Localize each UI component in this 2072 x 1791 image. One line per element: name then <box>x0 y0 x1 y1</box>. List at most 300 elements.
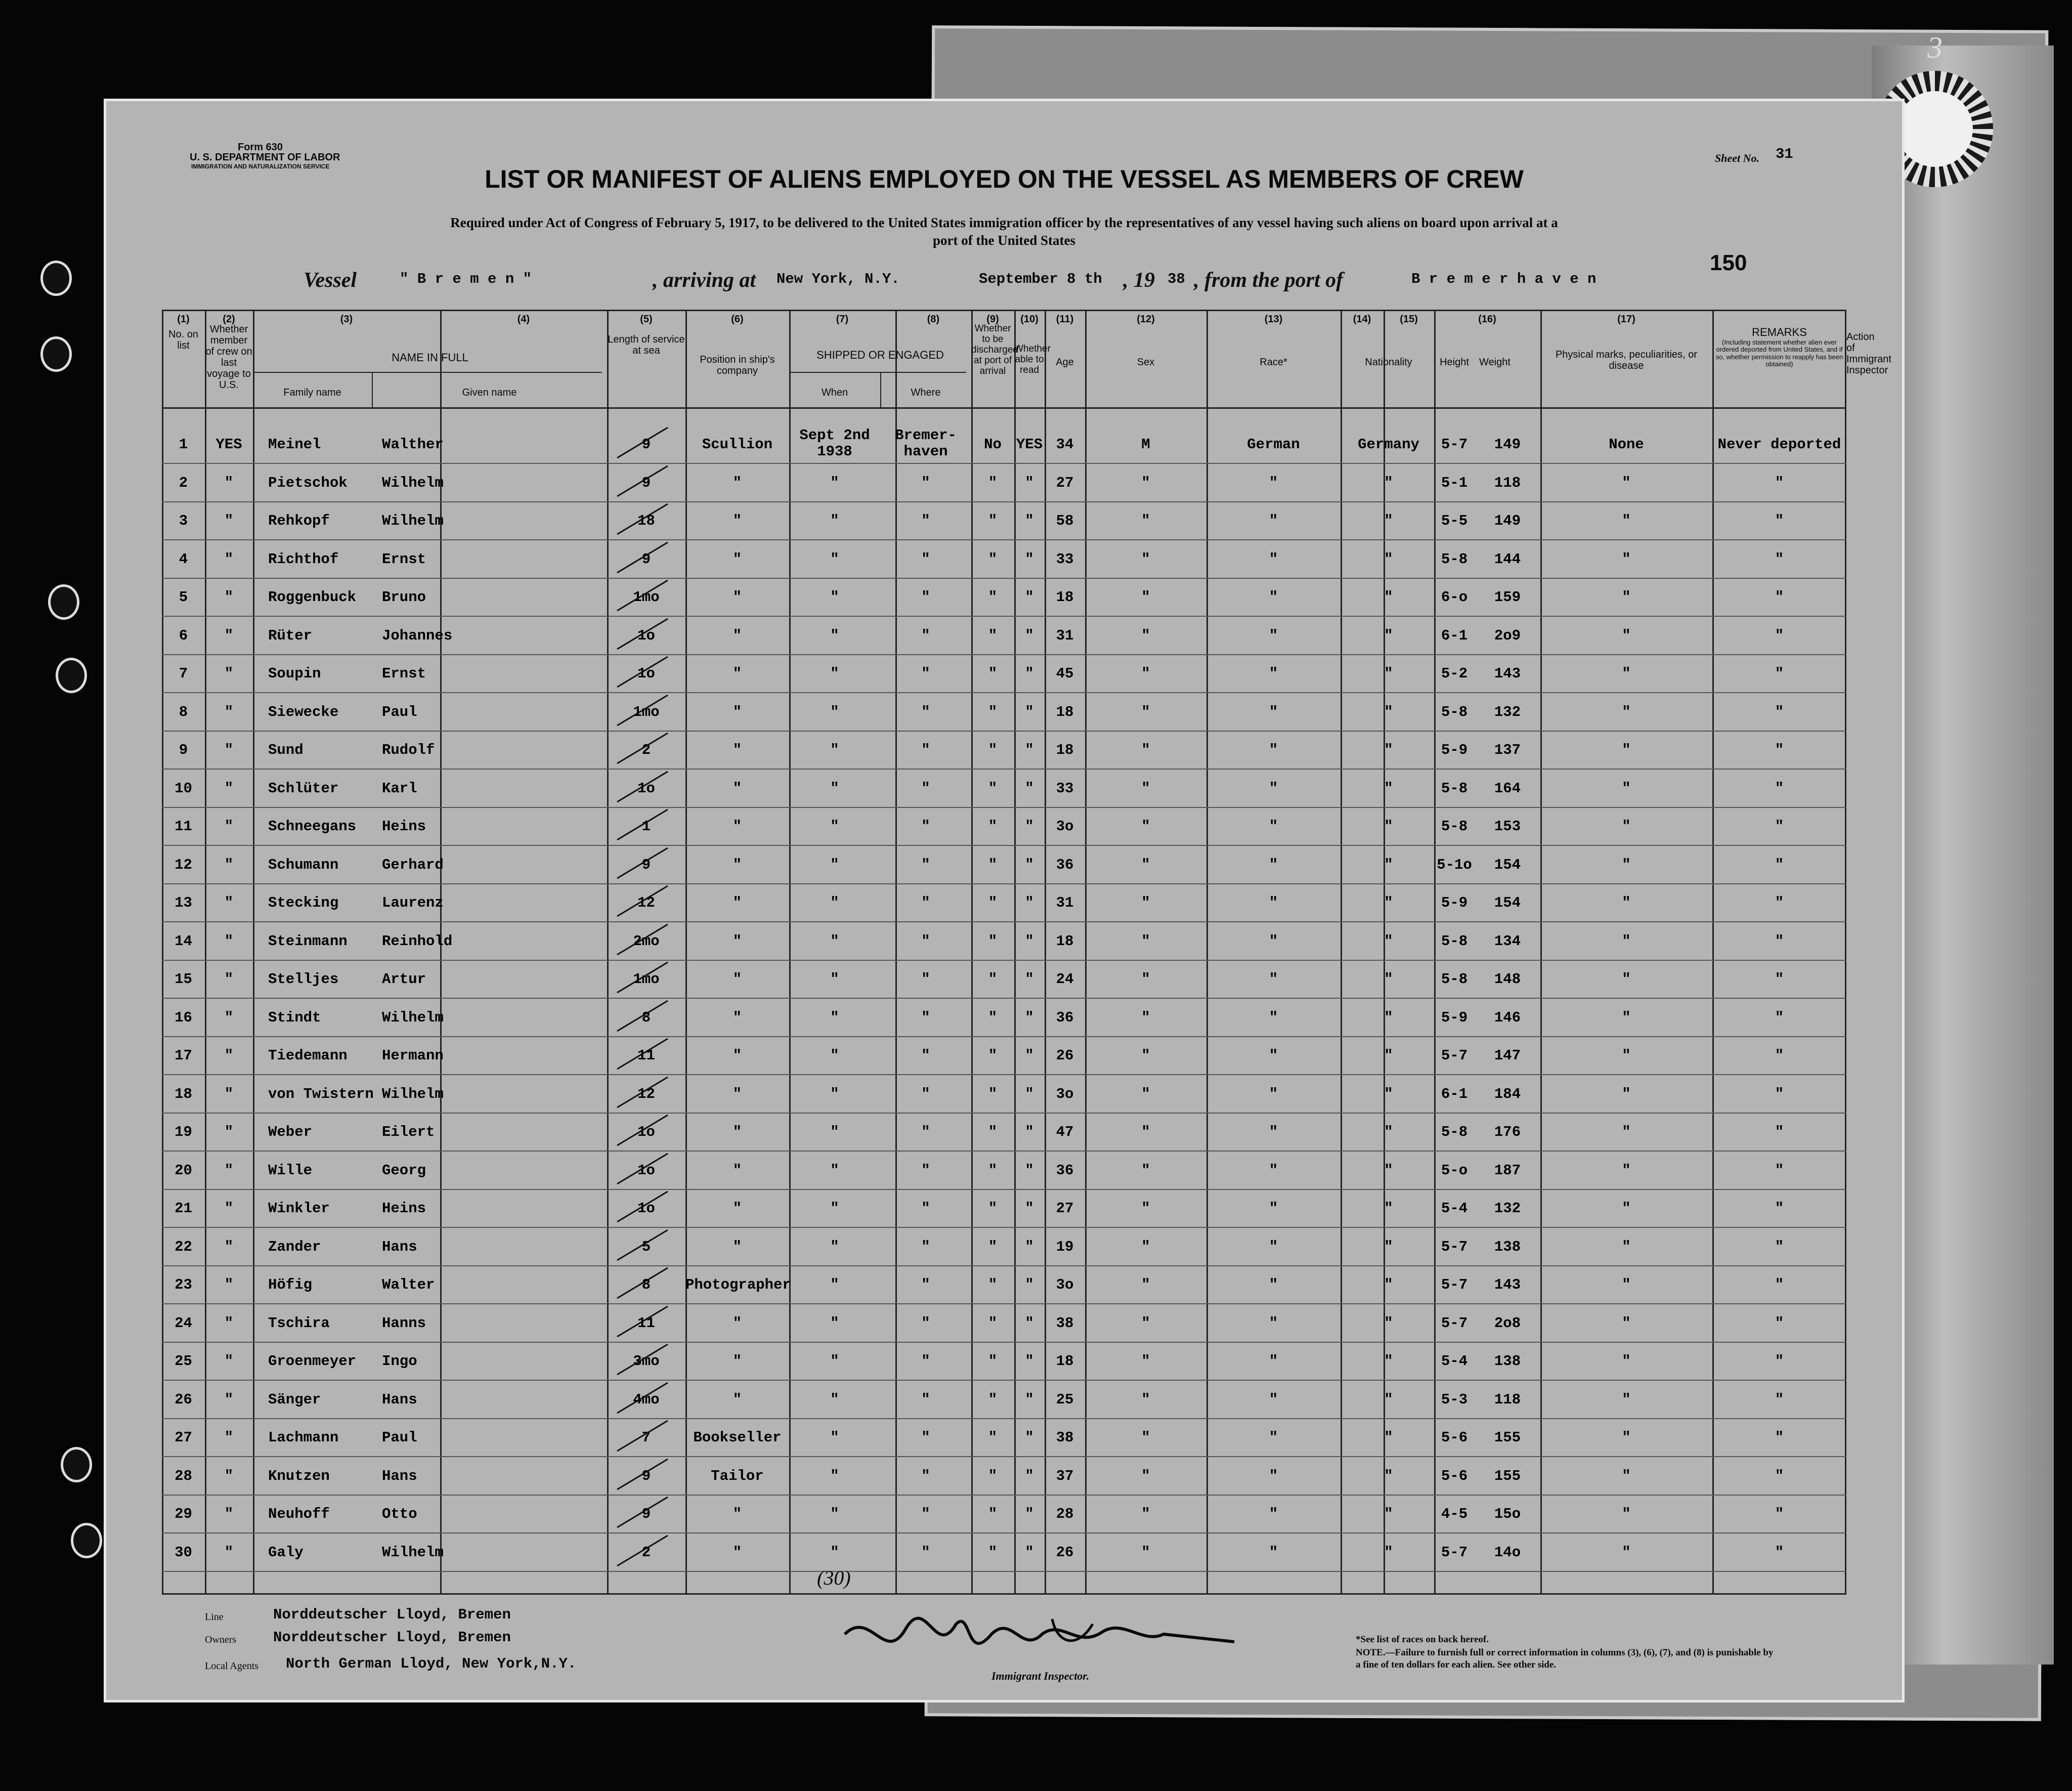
cell-where: " <box>921 1506 930 1522</box>
header-race: Race* <box>1260 357 1287 368</box>
cell-marks: " <box>1622 1314 1631 1332</box>
cell-race: " <box>1269 513 1278 529</box>
check-mark-icon <box>615 693 670 728</box>
cell-when: " <box>830 1391 839 1408</box>
cell-family: Steinmann <box>268 932 348 950</box>
cell-service: 7 <box>641 1429 651 1446</box>
cell-family: Schumann <box>268 856 339 873</box>
cell-given: Georg <box>382 1162 426 1179</box>
cell-race: " <box>1269 971 1278 988</box>
binder-hole-icon <box>56 658 87 693</box>
cell-read: " <box>1025 1124 1034 1140</box>
cell-service: 1o <box>637 780 655 797</box>
cell-position: " <box>732 550 742 568</box>
cell-nationality: " <box>1384 1544 1393 1561</box>
row-rule <box>162 1303 1846 1304</box>
cell-height: 5-9 <box>1441 742 1468 758</box>
cell-prev: " <box>224 780 234 797</box>
cell-race: " <box>1269 1276 1278 1293</box>
cell-weight: 154 <box>1494 856 1521 873</box>
cell-prev: " <box>224 856 234 873</box>
cell-weight: 138 <box>1494 1238 1521 1255</box>
cell-remarks: " <box>1775 1276 1784 1293</box>
row-rule <box>162 616 1846 617</box>
cell-height: 5-4 <box>1441 1200 1468 1217</box>
row-rule <box>162 539 1846 540</box>
cell-when: " <box>830 1353 839 1370</box>
cell-sex: " <box>1141 1047 1150 1064</box>
cell-service: 9 <box>641 856 651 873</box>
cell-height: 6-1 <box>1441 1085 1468 1102</box>
cell-family: Knutzen <box>268 1467 330 1484</box>
cell-nationality: " <box>1384 1391 1393 1408</box>
cell-no: 13 <box>175 894 192 911</box>
cell-discharged: " <box>988 932 998 950</box>
department-name: U. S. DEPARTMENT OF LABOR <box>190 152 340 163</box>
cell-nationality: " <box>1384 665 1393 682</box>
cell-weight: 15o <box>1494 1506 1521 1522</box>
cell-where: Bremer- haven <box>895 427 957 460</box>
cell-when: " <box>830 474 839 491</box>
cell-remarks: " <box>1775 818 1784 835</box>
cell-weight: 155 <box>1494 1467 1521 1484</box>
cell-weight: 148 <box>1494 971 1521 988</box>
check-mark-icon <box>615 1036 670 1072</box>
cell-no: 12 <box>175 856 192 873</box>
cell-race: " <box>1269 1085 1278 1102</box>
cell-age: 38 <box>1056 1314 1074 1332</box>
column-number-10: (10) <box>1020 314 1039 325</box>
cell-no: 24 <box>175 1314 192 1332</box>
check-mark-icon <box>615 1533 670 1568</box>
cell-prev: " <box>224 971 234 988</box>
cell-no: 23 <box>175 1276 192 1293</box>
row-rule <box>162 463 1846 464</box>
row-rule <box>162 1456 1846 1457</box>
binder-hole-icon <box>40 261 72 296</box>
cell-age: 18 <box>1056 589 1074 606</box>
cell-sex: " <box>1141 550 1150 568</box>
cell-remarks: " <box>1775 550 1784 568</box>
cell-nationality: " <box>1384 1506 1393 1522</box>
check-mark-icon <box>615 1380 670 1416</box>
cell-read: " <box>1025 1506 1034 1522</box>
cell-family: Winkler <box>268 1200 330 1217</box>
header-weight: Weight <box>1479 357 1510 368</box>
cell-read: " <box>1025 780 1034 797</box>
cell-when: " <box>830 818 839 835</box>
cell-sex: " <box>1141 703 1150 720</box>
cell-age: 24 <box>1056 971 1074 988</box>
cell-when: " <box>830 1047 839 1064</box>
cell-family: Zander <box>268 1238 321 1255</box>
cell-when: " <box>830 1085 839 1102</box>
header-remarks: REMARKS <box>1752 326 1807 338</box>
cell-weight: 176 <box>1494 1124 1521 1140</box>
cell-marks: " <box>1622 780 1631 797</box>
cell-prev: " <box>224 627 234 644</box>
cell-sex: " <box>1141 1238 1150 1255</box>
cell-marks: " <box>1622 589 1631 606</box>
cell-when: " <box>830 1162 839 1179</box>
cell-read: " <box>1025 894 1034 911</box>
cell-nationality: Germany <box>1358 436 1419 453</box>
cell-sex: " <box>1141 971 1150 988</box>
cell-remarks: " <box>1775 1047 1784 1064</box>
cell-sex: " <box>1141 1085 1150 1102</box>
cell-sex: " <box>1141 1429 1150 1446</box>
cell-position: " <box>732 1200 742 1217</box>
cell-discharged: " <box>988 513 998 529</box>
row-rule <box>162 1113 1846 1114</box>
cell-marks: " <box>1622 1429 1631 1446</box>
cell-remarks: " <box>1775 703 1784 720</box>
cell-height: 5-8 <box>1441 1124 1468 1140</box>
cell-marks: " <box>1622 665 1631 682</box>
cell-sex: " <box>1141 1544 1150 1561</box>
cell-remarks: " <box>1775 1429 1784 1446</box>
check-mark-icon <box>615 1342 670 1377</box>
column-number-2: (2) <box>223 314 235 325</box>
cell-race: " <box>1269 1200 1278 1217</box>
cell-sex: " <box>1141 1506 1150 1522</box>
row-rule <box>162 845 1846 846</box>
cell-when: " <box>830 932 839 950</box>
row-rule <box>162 1036 1846 1037</box>
cell-sex: " <box>1141 742 1150 758</box>
cell-prev: " <box>224 1314 234 1332</box>
cell-prev: YES <box>215 436 242 453</box>
cell-no: 1 <box>179 436 188 453</box>
cell-no: 7 <box>179 665 188 682</box>
cell-weight: 118 <box>1494 474 1521 491</box>
cell-remarks: " <box>1775 589 1784 606</box>
cell-given: Gerhard <box>382 856 444 873</box>
cell-position: " <box>732 1124 742 1140</box>
vessel-name: " B r e m e n " <box>400 271 532 287</box>
cell-no: 19 <box>175 1124 192 1140</box>
cell-when: " <box>830 742 839 758</box>
shipped-subheader-rule <box>789 372 966 373</box>
cell-family: Tschira <box>268 1314 330 1332</box>
cell-nationality: " <box>1384 1276 1393 1293</box>
cell-read: YES <box>1016 436 1043 453</box>
check-mark-icon <box>615 1304 670 1339</box>
cell-where: " <box>921 1124 930 1140</box>
cell-nationality: " <box>1384 550 1393 568</box>
column-number-6: (6) <box>731 314 744 325</box>
column-number-14: (14) <box>1353 314 1371 325</box>
cell-read: " <box>1025 1009 1034 1026</box>
cell-weight: 149 <box>1494 513 1521 529</box>
cell-where: " <box>921 1162 930 1179</box>
cell-weight: 118 <box>1494 1391 1521 1408</box>
cell-weight: 164 <box>1494 780 1521 797</box>
cell-prev: " <box>224 1238 234 1255</box>
binder-hole-icon <box>40 336 72 372</box>
column-number-17: (17) <box>1617 314 1635 325</box>
cell-discharged: No <box>984 436 1002 453</box>
cell-given: Hermann <box>382 1047 444 1064</box>
shipping-line: Norddeutscher Lloyd, Bremen <box>273 1606 511 1623</box>
cell-position: " <box>732 1085 742 1102</box>
local-agents: North German Lloyd, New York,N.Y. <box>286 1655 577 1672</box>
cell-prev: " <box>224 742 234 758</box>
cell-where: " <box>921 818 930 835</box>
cell-weight: 155 <box>1494 1429 1521 1446</box>
cell-age: 26 <box>1056 1047 1074 1064</box>
cell-position: " <box>732 742 742 758</box>
arrival-year: 38 <box>1168 271 1185 287</box>
row-rule <box>162 501 1846 502</box>
header-family-name: Family name <box>283 387 341 398</box>
row-rule <box>162 1495 1846 1496</box>
cell-given: Hans <box>382 1238 417 1255</box>
cell-age: 37 <box>1056 1467 1074 1484</box>
cell-race: " <box>1269 856 1278 873</box>
cell-where: " <box>921 1047 930 1064</box>
cell-prev: " <box>224 1391 234 1408</box>
row-rule <box>162 1074 1846 1075</box>
cell-remarks: " <box>1775 513 1784 529</box>
cell-given: Paul <box>382 1429 417 1446</box>
check-mark-icon <box>615 1227 670 1263</box>
cell-when: " <box>830 703 839 720</box>
cell-discharged: " <box>988 627 998 644</box>
cell-prev: " <box>224 1276 234 1293</box>
cell-sex: " <box>1141 513 1150 529</box>
arrival-date: September 8 th <box>979 271 1102 287</box>
cell-read: " <box>1025 856 1034 873</box>
check-mark-icon <box>615 845 670 881</box>
cell-position: " <box>732 818 742 835</box>
cell-race: " <box>1269 1544 1278 1561</box>
cell-age: 19 <box>1056 1238 1074 1255</box>
cell-when: " <box>830 780 839 797</box>
cell-read: " <box>1025 932 1034 950</box>
check-mark-icon <box>615 883 670 919</box>
row-rule <box>162 921 1846 922</box>
cell-where: " <box>921 1276 930 1293</box>
cell-weight: 159 <box>1494 589 1521 606</box>
cell-marks: " <box>1622 1047 1631 1064</box>
header-nationality: Nationality <box>1365 357 1412 368</box>
cell-height: 5-2 <box>1441 665 1468 682</box>
cell-sex: " <box>1141 1124 1150 1140</box>
cell-nationality: " <box>1384 1467 1393 1484</box>
cell-age: 34 <box>1056 436 1074 453</box>
cell-discharged: " <box>988 1047 998 1064</box>
cell-no: 30 <box>175 1544 192 1561</box>
cell-prev: " <box>224 894 234 911</box>
cell-when: " <box>830 1544 839 1561</box>
cell-height: 5-7 <box>1441 1314 1468 1332</box>
cell-given: Ingo <box>382 1353 417 1370</box>
cell-no: 15 <box>175 971 192 988</box>
cell-marks: " <box>1622 742 1631 758</box>
cell-family: Sund <box>268 742 304 758</box>
cell-family: Höfig <box>268 1276 313 1293</box>
cell-remarks: " <box>1775 971 1784 988</box>
cell-service: 1o <box>637 1124 655 1140</box>
cell-discharged: " <box>988 1467 998 1484</box>
cell-no: 26 <box>175 1391 192 1408</box>
cell-position: " <box>732 589 742 606</box>
cell-position: " <box>732 1238 742 1255</box>
sheet-number: 31 <box>1776 146 1793 162</box>
cell-remarks: " <box>1775 742 1784 758</box>
cell-when: " <box>830 1276 839 1293</box>
cell-marks: " <box>1622 1085 1631 1102</box>
cell-race: " <box>1269 1467 1278 1484</box>
row-rule <box>162 769 1846 770</box>
row-rule <box>162 1265 1846 1266</box>
cell-prev: " <box>224 665 234 682</box>
cell-remarks: " <box>1775 1200 1784 1217</box>
column-number-1: (1) <box>177 314 190 325</box>
cell-position: " <box>732 894 742 911</box>
cell-when: " <box>830 1200 839 1217</box>
cell-age: 33 <box>1056 780 1074 797</box>
cell-where: " <box>921 1353 930 1370</box>
cell-age: 38 <box>1056 1429 1074 1446</box>
cell-where: " <box>921 1544 930 1561</box>
check-mark-icon <box>615 807 670 842</box>
cell-when: " <box>830 1124 839 1140</box>
cell-marks: " <box>1622 703 1631 720</box>
cell-nationality: " <box>1384 1162 1393 1179</box>
cell-sex: " <box>1141 1314 1150 1332</box>
cell-where: " <box>921 742 930 758</box>
cell-position: " <box>732 856 742 873</box>
cell-given: Hans <box>382 1467 417 1484</box>
cell-no: 20 <box>175 1162 192 1179</box>
cell-height: 5-4 <box>1441 1353 1468 1370</box>
cell-when: " <box>830 1467 839 1484</box>
check-mark-icon <box>615 463 670 499</box>
cell-service: 1o <box>637 1200 655 1217</box>
column-number-4: (4) <box>517 314 530 325</box>
cell-height: 4-5 <box>1441 1506 1468 1522</box>
cell-discharged: " <box>988 1124 998 1140</box>
cell-height: 5-7 <box>1441 1238 1468 1255</box>
column-number-11: (11) <box>1056 314 1074 325</box>
cell-weight: 184 <box>1494 1085 1521 1102</box>
cell-nationality: " <box>1384 932 1393 950</box>
cell-where: " <box>921 932 930 950</box>
cell-where: " <box>921 474 930 491</box>
cell-remarks: " <box>1775 932 1784 950</box>
cell-weight: 147 <box>1494 1047 1521 1064</box>
cell-given: Paul <box>382 703 417 720</box>
column-number-3: (3) <box>340 314 353 325</box>
cell-position: " <box>732 665 742 682</box>
cell-nationality: " <box>1384 856 1393 873</box>
cell-family: Schneegans <box>268 818 357 835</box>
cell-where: " <box>921 513 930 529</box>
cell-position: " <box>732 474 742 491</box>
cell-height: 6-o <box>1441 589 1468 606</box>
cell-sex: " <box>1141 894 1150 911</box>
cell-service: 4mo <box>633 1391 660 1408</box>
cell-sex: " <box>1141 818 1150 835</box>
cell-height: 5-3 <box>1441 1391 1468 1408</box>
cell-height: 5-9 <box>1441 894 1468 911</box>
cell-no: 17 <box>175 1047 192 1064</box>
cell-given: Wilhelm <box>382 474 444 491</box>
manifest-subtitle-2: port of the United States <box>933 233 1075 248</box>
cell-age: 36 <box>1056 1009 1074 1026</box>
cell-service: 9 <box>641 474 651 491</box>
cell-prev: " <box>224 1429 234 1446</box>
cell-when: " <box>830 894 839 911</box>
cell-where: " <box>921 1429 930 1446</box>
cell-remarks: " <box>1775 627 1784 644</box>
cell-height: 5-7 <box>1441 1276 1468 1293</box>
cell-remarks: " <box>1775 856 1784 873</box>
corner-number: 3 <box>1927 31 1942 64</box>
row-rule <box>162 1380 1846 1381</box>
header-given-name: Given name <box>462 387 517 398</box>
cell-weight: 187 <box>1494 1162 1521 1179</box>
cell-nationality: " <box>1384 1429 1393 1446</box>
cell-service: 18 <box>637 513 655 529</box>
cell-given: Ernst <box>382 550 426 568</box>
cell-read: " <box>1025 1238 1034 1255</box>
cell-read: " <box>1025 1200 1034 1217</box>
cell-position: " <box>732 1162 742 1179</box>
page-stamp-number: 150 <box>1710 250 1747 275</box>
cell-marks: " <box>1622 818 1631 835</box>
cell-discharged: " <box>988 1506 998 1522</box>
cell-race: " <box>1269 627 1278 644</box>
cell-age: 18 <box>1056 703 1074 720</box>
column-number-8: (8) <box>927 314 940 325</box>
cell-discharged: " <box>988 589 998 606</box>
cell-no: 28 <box>175 1467 192 1484</box>
cell-marks: " <box>1622 550 1631 568</box>
cell-when: " <box>830 589 839 606</box>
cell-sex: " <box>1141 856 1150 873</box>
departure-port: B r e m e r h a v e n <box>1411 271 1596 287</box>
cell-race: " <box>1269 1009 1278 1026</box>
cell-when: " <box>830 971 839 988</box>
cell-remarks: " <box>1775 474 1784 491</box>
cell-sex: " <box>1141 1467 1150 1484</box>
cell-read: " <box>1025 513 1034 529</box>
check-mark-icon <box>615 654 670 690</box>
cell-height: 5-8 <box>1441 932 1468 950</box>
cell-race: " <box>1269 894 1278 911</box>
cell-discharged: " <box>988 780 998 797</box>
cell-nationality: " <box>1384 1314 1393 1332</box>
cell-age: 47 <box>1056 1124 1074 1140</box>
cell-no: 27 <box>175 1429 192 1446</box>
cell-family: Schlüter <box>268 780 339 797</box>
cell-read: " <box>1025 1314 1034 1332</box>
cell-nationality: " <box>1384 780 1393 797</box>
check-mark-icon <box>615 998 670 1034</box>
cell-nationality: " <box>1384 1353 1393 1370</box>
cell-height: 5-9 <box>1441 1009 1468 1026</box>
cell-age: 45 <box>1056 665 1074 682</box>
cell-no: 11 <box>175 818 192 835</box>
cell-remarks: Never deported <box>1717 436 1841 453</box>
cell-family: Stindt <box>268 1009 321 1026</box>
cell-discharged: " <box>988 742 998 758</box>
manifest-sheet: Form 630 U. S. DEPARTMENT OF LABOR IMMIGRATION AND NATURALIZATION SERVICE Sheet No. 31 LIST OR MANIFEST OF ALIENS EMPLOYED ON THE VESSEL AS MEMBERS OF CREW Required under Act of Congress of February 5, 1917, to be delivered to the United States immigration officer by the representatives of any vessel having such aliens on board upon arrival at a port of the United States 150 Vessel " B r e m e n " , arriving at New York, N.Y. September 8 th , 19 38 , from the port of B r e m e r h a v e n (1) (2) (3) (4) (5) (6) (7) (8) (9) (10) (11) (12) (13) (14) (15) (16) (17) No. on list Whether member of crew on last voyage to U.S. NAME IN FULL Family name Given name Length of service at sea Position in ship's company SHIPPED OR ENGAGED When Where Whether to be discharged at port of arrival Whether able to read Age Sex Race* Nationality Height Weight Physical marks, peculiarities, or disease REMARKS (Including statement whether alien ever ordered deported from United States, and if so, whether permission to reapply has been obtained) Action of Immigrant Inspector 1 YES Meinel Walther 9 Scullion Sept 2nd 1938 Bremer- haven No YES 34 M German Germany 5-7 149 None Never deported 2 " Pietschok Wilhelm 9 " " " " " 27 " " " 5-1 118 " " 3 " Rehkopf Wilhelm 18 " " " " " 58 " " " 5-5 149 " " 4 " Richthof Ernst 9 " " " " " 33 " " " 5-8 144 " " 5 " Roggenbuck Bruno 1mo " " " " " 18 " " " 6-o 159 " " 6 " Rüter Johannes 1o " " " " " 31 " " " 6-1 2o9 " " 7 " Soupin Ernst 1o " " " " " 45 " " " 5-2 143 " " 8 " Siewecke Paul 1mo " " " " " 18 " " " 5-8 132 " " 9 " Sund Rudolf 2 " " " " " 18 " " " 5-9 137 " " 10 " Schlüter Karl 1o " " " " " 33 " " " 5-8 164 " " 11 " Schneegans Heins 1 " " " " " 3o " " " 5-8 153 " " 12 " Schumann Gerhard 9 " " " " " 36 " " " 5-1o 154 " " 13 " Stecking Laurenz 12 " " " " " 31 " " " 5-9 154 " " 14 " Steinmann Reinhold 2mo " " " " " 18 " " " 5-8 134 " " 15 " Stelljes Artur 1mo " " " " " 24 " " " 5-8 148 " " 16 " Stindt Wilhelm 8 " " " " " 36 " " " 5-9 146 " " 17 " Tiedemann Hermann 11 " " " " " 26 " " " 5-7 147 " " 18 " von Twistern Wilhelm 12 " " " " " 3o " " " 6-1 184 " " 19 " Weber Eilert 1o " " " " " 47 " " " 5-8 176 " " 20 " Wille Georg 1o " " " " " 36 " " " 5-o 187 " " 21 " Winkler Heins 1o " " " " " 27 " " " 5-4 132 " " 22 " Zander Hans 5 " " " " " 19 " " " 5-7 138 " " 23 " Höfig Walter 8 Photographer " " " " 3o " " " 5-7 143 " " 24 " Tschira Hanns 11 " " " " " 38 " " " 5-7 2o8 " " 25 " Groenmeyer Ingo 3mo " " " " " 18 " " " 5-4 138 " " 26 " Sänger Hans 4mo " " " " " 25 " " " 5-3 118 " " 27 " Lachmann Paul 7 Bookseller " " " " 38 " " " 5-6 155 " " 28 " Knutzen Hans 9 Tailor " " " " 37 " " " 5-6 155 " " 29 " Neuhoff Otto 9 " " " " " 28 " " " 4-5 15o " " 30 " Galy Wilhelm 2 " " " " " 26 " " " 5-7 14o " " (30) Line Norddeutscher Lloyd, Bremen Owners Norddeutscher Lloyd, Bremen Local Agents North German Lloyd, New York,N.Y. Immigrant Inspector. *See list of races on back hereof. NOTE.—Failure to furnish full or correct information in columns (3), (6), (7), and (8) is punishable by a fine of ten dollars for each alien. See other side. <box>104 99 1905 1702</box>
cell-prev: " <box>224 474 234 491</box>
